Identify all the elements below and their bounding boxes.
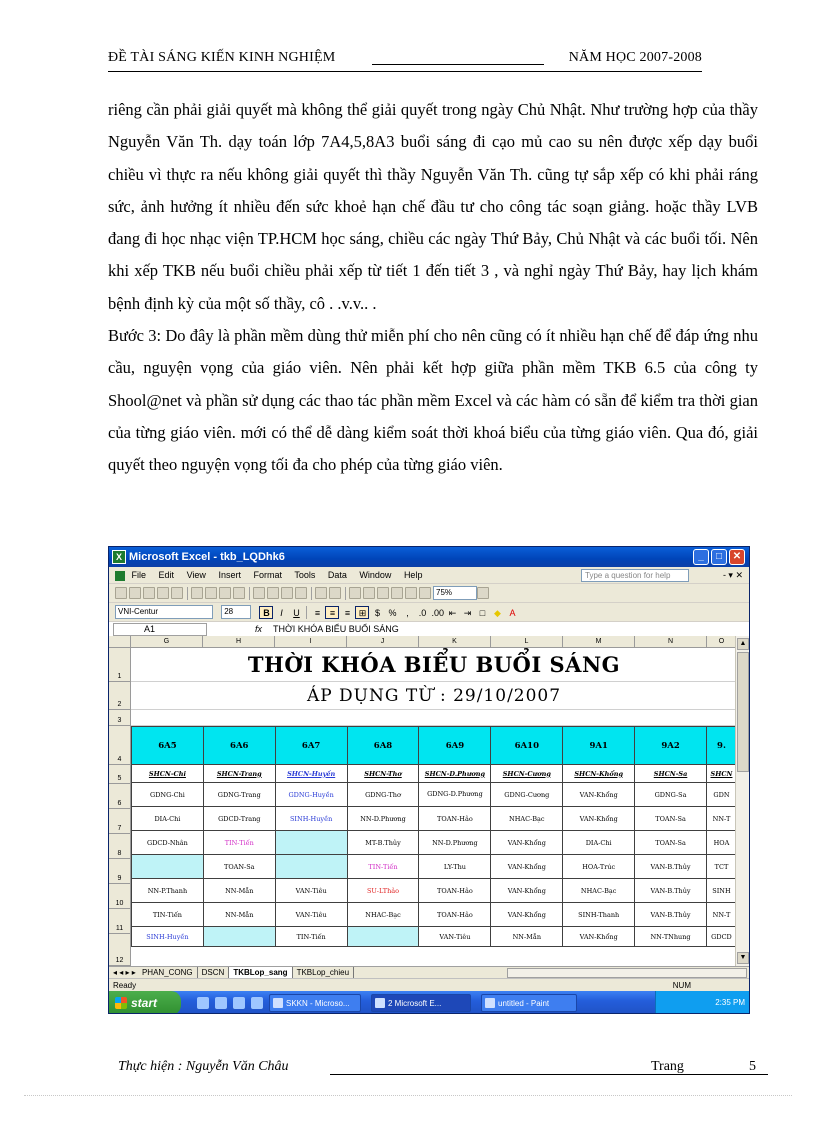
menu-help[interactable]: Help <box>403 570 423 580</box>
table-cell[interactable]: NHAC-Bạc <box>347 903 419 927</box>
table-row <box>132 783 737 807</box>
class-row <box>132 727 737 765</box>
status-bar <box>109 978 750 991</box>
sort-ascending-icon[interactable] <box>377 587 389 599</box>
sort-descending-icon[interactable] <box>391 587 403 599</box>
table-cell[interactable]: DIA-Chi <box>563 831 635 855</box>
borders-icon[interactable]: □ <box>479 608 486 618</box>
table-cell[interactable]: GDNG-Sa <box>635 783 707 807</box>
table-cell[interactable]: GDNG-D.Phương <box>419 783 491 807</box>
row-header[interactable]: 2 <box>109 682 131 710</box>
row-header[interactable]: 6 <box>109 784 131 809</box>
excel-quicklaunch-icon[interactable] <box>233 997 245 1009</box>
table-cell[interactable] <box>132 855 204 879</box>
horizontal-scrollbar[interactable] <box>507 968 747 978</box>
row-header[interactable]: 1 <box>109 648 131 682</box>
header-underline <box>372 64 544 65</box>
num-lock-indicator: NUM <box>672 981 691 990</box>
scroll-thumb[interactable] <box>737 652 749 772</box>
table-cell[interactable]: VAN-B.Thủy <box>635 903 707 927</box>
menu-data[interactable]: Data <box>327 570 347 580</box>
paint-icon <box>485 998 495 1008</box>
class-cell[interactable]: 6A10 <box>491 727 563 765</box>
col-header[interactable]: H <box>203 636 275 648</box>
col-header[interactable]: J <box>347 636 419 648</box>
status-text: Ready <box>113 981 137 990</box>
comma-icon[interactable]: , <box>406 608 409 618</box>
table-cell[interactable]: VAN-B.Thủy <box>635 879 707 903</box>
table-cell[interactable]: VAN-Khổng <box>491 855 563 879</box>
decrease-decimal-icon[interactable]: .00 <box>431 608 444 618</box>
table-cell[interactable]: GDNG-Huyền <box>275 783 347 807</box>
tab-nav-icon[interactable]: ◂ ◂ ▸ ▸ <box>113 968 136 977</box>
excel-title-bar <box>109 547 749 567</box>
ie-icon[interactable] <box>197 997 209 1009</box>
table-cell[interactable]: NN-T <box>706 807 736 831</box>
table-cell[interactable]: TCT <box>706 855 736 879</box>
taskbar <box>109 991 750 1014</box>
scroll-down-icon[interactable]: ▼ <box>737 952 749 964</box>
table-cell[interactable]: GDNG-Cương <box>491 783 563 807</box>
table-cell[interactable]: TIN-Tiến <box>347 855 419 879</box>
class-cell[interactable]: 9A2 <box>635 727 707 765</box>
redo-icon[interactable] <box>329 587 341 599</box>
bold-button[interactable]: B <box>259 606 273 619</box>
table-cell[interactable]: VAN-Khổng <box>563 927 635 947</box>
table-cell[interactable]: TOAN-Sa <box>635 831 707 855</box>
table-row <box>132 879 737 903</box>
align-right-icon[interactable]: ≡ <box>344 608 351 618</box>
table-cell[interactable]: TOAN-Sa <box>635 807 707 831</box>
row-header[interactable]: 7 <box>109 809 131 834</box>
font-name-select[interactable]: VNI-Centur <box>115 605 213 619</box>
table-cell[interactable]: SINH-Huyền <box>132 927 204 947</box>
new-icon[interactable] <box>115 587 127 599</box>
table-cell[interactable]: TOAN-Hảo <box>419 903 491 927</box>
print-preview-icon[interactable] <box>205 587 217 599</box>
merge-center-icon[interactable]: ⊞ <box>355 606 369 619</box>
menu-window[interactable]: Window <box>359 570 392 580</box>
table-cell[interactable]: NN-T <box>706 903 736 927</box>
table-cell[interactable]: VAN-Tiêu <box>419 927 491 947</box>
table-cell[interactable]: HOA <box>706 831 736 855</box>
homeroom-row <box>132 765 737 783</box>
header-year: NĂM HỌC 2007-2008 <box>568 50 702 65</box>
table-cell[interactable]: NN-D.Phương <box>347 807 419 831</box>
sheet-title[interactable]: THỜI KHÓA BIỂU BUỔI SÁNG <box>131 648 737 682</box>
table-cell[interactable] <box>203 927 275 947</box>
paragraph-1: riêng cần phải giải quyết mà không thể giải quyết trong ngày Chủ Nhật. Như trường hợp của thầy Nguyễn Văn Th. dạy toán lớp 7A4,5,8A3 buổi sáng đi cạo mủ cao su nên được xếp dạy buổi chiều vì thực ra nếu không giải quyết thì thầy Nguyễn Văn Th. cũng tự sắp xếp có khi phải ráng sức, ảnh hưởng ít nhiều đến sức khoẻ hạn chế đầu tư cho công tác soạn giảng. hoặc thầy LVB đang đi học nhạc viện TP.HCM học sáng, chiều các ngày Thứ Bảy, Chủ Nhật và các buổi tối. Nên khi xếp TKB nếu buổi chiều phải xếp từ tiết 1 đến tiết 3 , và nghỉ ngày Thứ Bảy, hay lịch khám bệnh định kỳ của một số thầy, cô . .v.v.. . <box>108 100 758 313</box>
homeroom-cell[interactable]: SHCN-Huyền <box>275 765 347 783</box>
table-row <box>132 831 737 855</box>
open-icon[interactable] <box>129 587 141 599</box>
homeroom-cell[interactable]: SHCN-Chi <box>132 765 204 783</box>
table-cell[interactable]: GDNG-Trang <box>203 783 275 807</box>
menu-view[interactable]: View <box>186 570 206 580</box>
maximize-icon[interactable]: □ <box>711 549 727 565</box>
class-cell[interactable]: 6A7 <box>275 727 347 765</box>
autosum-icon[interactable] <box>363 587 375 599</box>
workbook-icon <box>115 571 125 581</box>
drawing-icon[interactable] <box>419 587 431 599</box>
chart-wizard-icon[interactable] <box>405 587 417 599</box>
excel-icon: X <box>112 550 126 564</box>
menu-format[interactable]: Format <box>253 570 282 580</box>
table-cell[interactable]: GDCD <box>706 927 736 947</box>
table-cell[interactable]: SINH <box>706 879 736 903</box>
standard-toolbar <box>109 584 749 603</box>
row-header[interactable]: 4 <box>109 726 131 765</box>
help-icon[interactable] <box>477 587 489 599</box>
copy-icon[interactable] <box>267 587 279 599</box>
table-cell[interactable]: GDNG-Thơ <box>347 783 419 807</box>
table-cell[interactable]: NN-Mẫn <box>203 879 275 903</box>
homeroom-cell[interactable]: SHCN-Trang <box>203 765 275 783</box>
select-all-corner[interactable] <box>109 636 131 648</box>
col-header[interactable]: L <box>491 636 563 648</box>
col-header[interactable]: I <box>275 636 347 648</box>
row-header[interactable]: 10 <box>109 884 131 909</box>
underline-button[interactable]: U <box>293 608 300 618</box>
research-icon[interactable] <box>233 587 245 599</box>
email-icon[interactable] <box>171 587 183 599</box>
class-cell[interactable]: 6A5 <box>132 727 204 765</box>
footer-underline <box>330 1074 768 1075</box>
header-title: ĐỀ TÀI SÁNG KIẾN KINH NGHIỆM <box>108 50 336 65</box>
table-cell[interactable]: GDNG-Chi <box>132 783 204 807</box>
table-row <box>132 903 737 927</box>
word-icon <box>273 998 283 1008</box>
table-cell[interactable]: NN-TNhung <box>635 927 707 947</box>
toolbar-separator <box>249 587 250 600</box>
table-cell[interactable]: HOA-Trúc <box>563 855 635 879</box>
row-header[interactable]: 12 <box>109 934 131 966</box>
save-icon[interactable] <box>143 587 155 599</box>
excel-screenshot <box>108 546 750 1014</box>
page-number: 5 <box>749 1059 756 1074</box>
worksheet-grid[interactable] <box>109 636 737 966</box>
table-cell[interactable]: VAN-Khổng <box>491 879 563 903</box>
class-cell[interactable]: 9A1 <box>563 727 635 765</box>
table-cell[interactable]: TIN-Tiến <box>275 927 347 947</box>
table-cell[interactable] <box>275 855 347 879</box>
toolbar-separator <box>306 606 307 619</box>
decrease-indent-icon[interactable]: ⇤ <box>448 608 457 618</box>
table-cell[interactable]: TOAN-Hảo <box>419 807 491 831</box>
menu-edit[interactable]: Edit <box>158 570 175 580</box>
class-cell[interactable]: 9. <box>706 727 736 765</box>
windows-flag-icon <box>115 997 127 1009</box>
permission-icon[interactable] <box>157 587 169 599</box>
sheet-tab-bar <box>109 966 750 978</box>
fx-icon[interactable]: fx <box>255 624 263 634</box>
paragraph-2: Bước 3: Do đây là phần mềm dùng thử miễn phí cho nên cũng có ít nhiều hạn chế để đáp ứng nhu cầu, nguyện vọng của giáo viên. Nên phải kết hợp giữa phần mềm TKB 6.5 của công ty Shool@net và phần sử dụng các thao tác phần mềm Excel và các hàm có sẵn để kiểm tra thời gian của từng giáo viên. mới có thể dễ dàng kiểm soát thời khoá biểu của từng giáo viên. Qua đó, giải quyết theo nguyện vọng tối đa cho phép của từng giáo viên. <box>108 326 758 475</box>
tab-tkblop-sang[interactable]: TKBLop_sang <box>229 967 292 978</box>
table-cell[interactable] <box>275 831 347 855</box>
table-cell[interactable]: VAN-Khổng <box>563 783 635 807</box>
table-cell[interactable]: TOAN-Hảo <box>419 879 491 903</box>
homeroom-cell[interactable]: SHCN-Sa <box>635 765 707 783</box>
desktop-icon[interactable] <box>215 997 227 1009</box>
increase-indent-icon[interactable]: ⇥ <box>463 608 472 618</box>
sheet-subtitle[interactable]: ÁP DỤNG TỪ : 29/10/2007 <box>131 682 737 710</box>
spelling-icon[interactable] <box>219 587 231 599</box>
table-cell[interactable]: VAN-Khổng <box>563 807 635 831</box>
homeroom-cell[interactable]: SHCN-Cương <box>491 765 563 783</box>
row-header[interactable]: 11 <box>109 909 131 934</box>
start-button[interactable]: start <box>109 991 181 1014</box>
footer-page-label: Trang <box>651 1059 684 1074</box>
table-row <box>132 927 737 947</box>
formula-input[interactable]: THỜI KHÓA BIỂU BUỔI SÁNG <box>273 624 399 634</box>
row-header[interactable]: 8 <box>109 834 131 859</box>
italic-button[interactable]: I <box>280 608 283 618</box>
vertical-scrollbar[interactable] <box>735 636 749 966</box>
homeroom-cell[interactable]: SHCN-Thơ <box>347 765 419 783</box>
table-cell[interactable]: SINH-Huyền <box>275 807 347 831</box>
task-excel[interactable]: 2 Microsoft E... <box>371 994 471 1012</box>
table-cell[interactable]: NN-Mẫn <box>203 903 275 927</box>
table-row <box>132 807 737 831</box>
increase-decimal-icon[interactable]: .0 <box>418 608 427 618</box>
undo-icon[interactable] <box>315 587 327 599</box>
table-cell[interactable]: TIN-Tiến <box>132 903 204 927</box>
table-cell[interactable]: VAN-Tiêu <box>275 903 347 927</box>
body-text <box>108 94 758 482</box>
toolbar-separator <box>345 587 346 600</box>
name-box[interactable]: A1 <box>113 623 207 636</box>
col-header[interactable]: K <box>419 636 491 648</box>
table-cell[interactable]: DIA-Chi <box>132 807 204 831</box>
font-color-icon[interactable]: A <box>509 608 516 618</box>
footer-author: Thực hiện : Nguyễn Văn Châu <box>118 1059 289 1074</box>
align-center-icon[interactable]: ≡ <box>325 606 339 619</box>
zoom-select[interactable]: 75% <box>433 586 477 600</box>
clock: 2:35 PM <box>715 998 745 1007</box>
col-header[interactable]: G <box>131 636 203 648</box>
row-header[interactable]: 5 <box>109 765 131 784</box>
scroll-up-icon[interactable]: ▲ <box>737 638 749 650</box>
formatting-toolbar <box>109 603 749 622</box>
system-tray <box>655 991 750 1014</box>
table-cell[interactable] <box>347 927 419 947</box>
table-cell[interactable]: NN-D.Phương <box>419 831 491 855</box>
tab-phan-cong[interactable]: PHAN_CONG <box>138 967 198 978</box>
toolbar-separator <box>187 587 188 600</box>
class-cell[interactable]: 6A9 <box>419 727 491 765</box>
homeroom-cell[interactable]: SHCN-D.Phương <box>419 765 491 783</box>
document-window-controls[interactable]: - ▾ ✕ <box>722 570 743 580</box>
table-cell[interactable]: VAN-Khổng <box>491 903 563 927</box>
row-header[interactable]: 3 <box>109 710 131 726</box>
timetable <box>131 726 737 947</box>
menu-file[interactable]: File <box>131 570 147 580</box>
table-cell[interactable]: TOAN-Sa <box>203 855 275 879</box>
table-cell[interactable]: GDCD-Nhân <box>132 831 204 855</box>
class-cell[interactable]: 6A6 <box>203 727 275 765</box>
table-cell[interactable]: SINH-Thanh <box>563 903 635 927</box>
col-header[interactable]: M <box>563 636 635 648</box>
page-bottom-border <box>24 1095 792 1096</box>
close-icon[interactable]: ✕ <box>729 549 745 565</box>
page-footer <box>118 1057 758 1079</box>
currency-icon[interactable]: $ <box>374 608 380 618</box>
blank-row[interactable] <box>131 710 737 726</box>
help-input[interactable]: Type a question for help <box>581 569 689 582</box>
menu-bar <box>109 567 749 584</box>
table-cell[interactable]: LY-Thu <box>419 855 491 879</box>
page-header <box>108 50 702 72</box>
align-left-icon[interactable]: ≡ <box>314 608 321 618</box>
fill-color-icon[interactable]: ◆ <box>494 608 501 618</box>
paste-icon[interactable] <box>281 587 293 599</box>
window-title: Microsoft Excel - tkb_LQDhk6 <box>129 551 285 563</box>
tab-tkblop-chieu[interactable]: TKBLop_chieu <box>293 967 354 978</box>
tab-dscn[interactable]: DSCN <box>198 967 230 978</box>
table-cell[interactable]: GDN <box>706 783 736 807</box>
task-paint[interactable]: untitled - Paint <box>481 994 577 1012</box>
column-headers <box>109 636 737 648</box>
font-size-select[interactable]: 28 <box>221 605 251 619</box>
excel-task-icon <box>375 998 385 1008</box>
table-cell[interactable]: VAN-Tiêu <box>275 879 347 903</box>
col-header[interactable]: O <box>707 636 737 648</box>
print-icon[interactable] <box>191 587 203 599</box>
task-skkn[interactable]: SKKN - Microso... <box>269 994 361 1012</box>
menu-tools[interactable]: Tools <box>294 570 316 580</box>
word-quicklaunch-icon[interactable] <box>251 997 263 1009</box>
minimize-icon[interactable]: _ <box>693 549 709 565</box>
cut-icon[interactable] <box>253 587 265 599</box>
col-header[interactable]: N <box>635 636 707 648</box>
menu-insert[interactable]: Insert <box>218 570 241 580</box>
table-cell[interactable]: NHAC-Bạc <box>563 879 635 903</box>
table-cell[interactable]: SU-LThảo <box>347 879 419 903</box>
table-cell[interactable]: NHAC-Bạc <box>491 807 563 831</box>
table-cell[interactable]: TIN-Tiến <box>203 831 275 855</box>
homeroom-cell[interactable]: SHCN <box>706 765 736 783</box>
class-cell[interactable]: 6A8 <box>347 727 419 765</box>
table-cell[interactable]: VAN-Khổng <box>491 831 563 855</box>
table-cell[interactable]: NN-P.Thanh <box>132 879 204 903</box>
toolbar-separator <box>311 587 312 600</box>
table-cell[interactable]: MT-B.Thủy <box>347 831 419 855</box>
percent-icon[interactable]: % <box>388 608 397 618</box>
table-cell[interactable]: VAN-B.Thủy <box>635 855 707 879</box>
table-cell[interactable]: GDCD-Trang <box>203 807 275 831</box>
table-cell[interactable]: NN-Mẫn <box>491 927 563 947</box>
table-row <box>132 855 737 879</box>
row-header[interactable]: 9 <box>109 859 131 884</box>
format-painter-icon[interactable] <box>295 587 307 599</box>
hyperlink-icon[interactable] <box>349 587 361 599</box>
homeroom-cell[interactable]: SHCN-Khổng <box>563 765 635 783</box>
